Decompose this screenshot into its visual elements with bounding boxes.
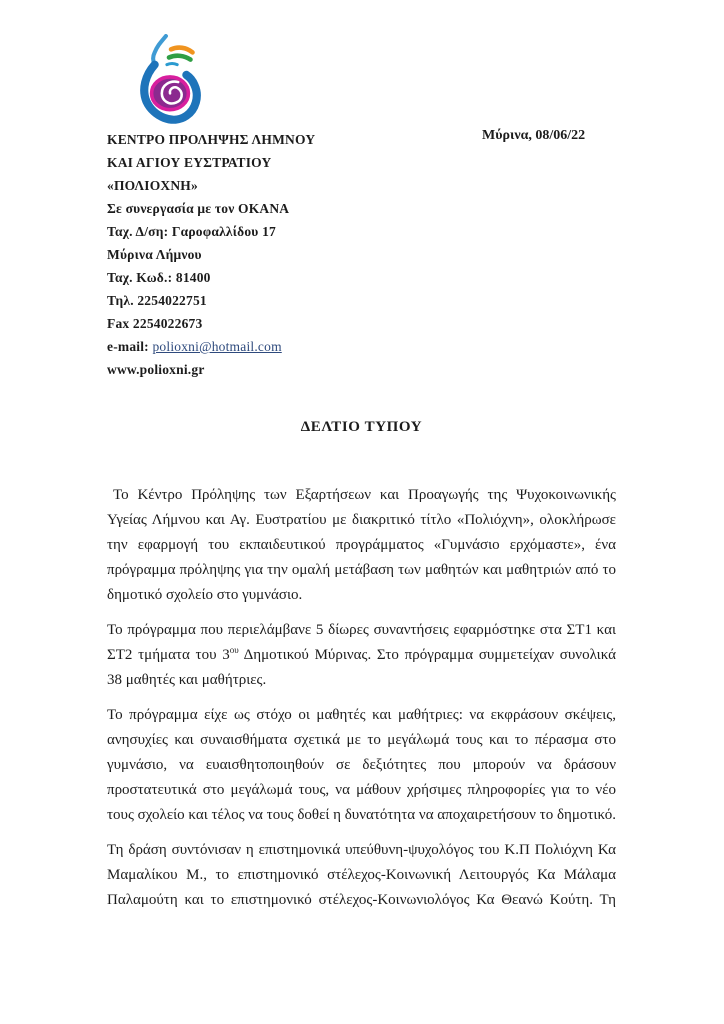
paragraph-intro: Το Κέντρο Πρόληψης των Εξαρτήσεων και Προαγωγής της Ψυχοκοινωνικής Υγείας Λήμνου και Αγ. Ευστρατίου με διακριτικό τίτλο «Πολιόχνη», ολοκλήρωσε την εφαρμογή του εκπαιδευτικού προγράμματος «Γυμνάσιο ερχόμαστε», ένα πρόγραμμα πρόληψης για την ομαλή μετάβαση των μαθητών και μαθητριών από το δημοτικό σχολείο στο γυμνάσιο. bbox=[107, 487, 616, 603]
drop-spiral-logo-icon bbox=[137, 34, 203, 124]
paragraph-program-goals: Το πρόγραμμα είχε ως στόχο οι μαθητές και μαθήτριες: να εκφράσουν σκέψεις, ανησυχίες και συναισθήματα σχετικά με το μεγάλωμά τους και το πέρασμα στο γυμνάσιο, να ευαισθητοποιηθούν σε δεξιότητες που μπορούν να δράσουν προστατευτικά στο μεγάλωμά τους, να μάθουν χρήσιμες πληροφορίες για το νέο τους σχολείο και τέλος να τους δοθεί η δυνατότητα να αποχαιρετήσουν το δημοτικό. bbox=[107, 707, 616, 823]
date-line: Μύρινα, 08/06/22 bbox=[482, 128, 586, 143]
org-fax-line: Fax 2254022673 bbox=[107, 316, 203, 331]
paragraph-program-details-before: Το πρόγραμμα που περιελάμβανε 5 δίωρες συναντήσεις εφαρμόστηκε στα ΣΤ1 και ΣΤ2 τμήματα του 3 bbox=[107, 622, 616, 663]
org-header-block bbox=[107, 128, 437, 381]
page-title: ΔΕΛΤΙΟ ΤΥΠΟΥ bbox=[300, 419, 423, 435]
org-address-line: Ταχ. Δ/ση: Γαροφαλλίδου 17 bbox=[107, 224, 276, 239]
ordinal-superscript: ου bbox=[229, 645, 239, 655]
body-text bbox=[107, 483, 616, 923]
org-phone-line: Τηλ. 2254022751 bbox=[107, 293, 207, 308]
org-collaboration-line: Σε συνεργασία με τον ΟΚΑΝΑ bbox=[107, 201, 290, 216]
email-label: e-mail: bbox=[107, 339, 153, 354]
org-city-line: Μύρινα Λήμνου bbox=[107, 247, 202, 262]
paragraph-program-details-after: Δημοτικού Μύρινας. Στο πρόγραμμα συμμετείχαν συνολικά 38 μαθητές και μαθήτριες. bbox=[107, 647, 616, 688]
paragraph-coordinators: Τη δράση συντόνισαν η επιστημονικά υπεύθυνη-ψυχολόγος του Κ.Π Πολιόχνη Κα Μαμαλίκου Μ., το επιστημονικό στέλεχος-Κοινωνική Λειτουργός Κα Μάλαμα Παλαμούτη και το επιστημονικό στέλεχος-Κοινωνιολόγος Κα Θεανώ Κούτη. Τη bbox=[107, 842, 616, 908]
org-name-line-3: «ΠΟΛΙΟΧΝΗ» bbox=[107, 178, 198, 193]
polioxni-center-logo bbox=[137, 34, 203, 124]
org-name-line-2: ΚΑΙ ΑΓΙΟΥ ΕΥΣΤΡΑΤΙΟΥ bbox=[107, 155, 272, 170]
org-email-line bbox=[107, 335, 437, 358]
org-name-line-1: ΚΕΝΤΡΟ ΠΡΟΛΗΨΗΣ ΛΗΜΝΟΥ bbox=[107, 132, 316, 147]
org-website-line: www.polioxni.gr bbox=[107, 362, 205, 377]
org-postal-code-line: Ταχ. Κωδ.: 81400 bbox=[107, 270, 211, 285]
email-link[interactable]: polioxni@hotmail.com bbox=[152, 339, 282, 354]
paragraph-program-details bbox=[107, 618, 616, 693]
